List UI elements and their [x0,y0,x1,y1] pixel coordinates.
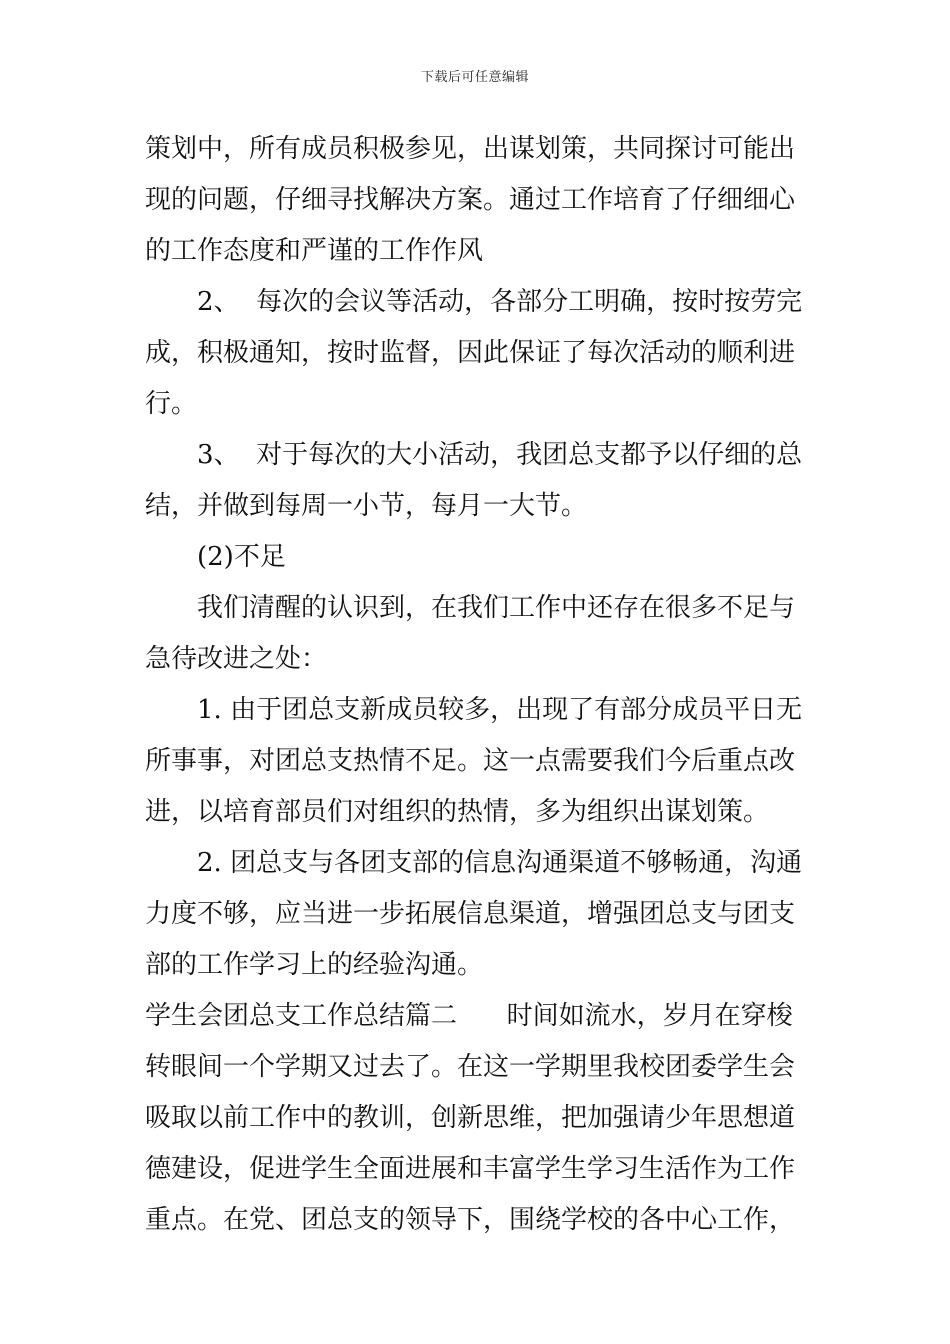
text-line: 部的工作学习上的经验沟通。 [145,950,484,980]
text-line: 转眼间一个学期又过去了。在这一学期里我校团委学生会 [145,1052,796,1082]
text-line: (2)不足 [197,542,286,572]
text-line: 行。 [145,389,198,419]
text-line: 的工作态度和严谨的工作作风 [145,236,484,266]
text-line: 3、 对于每次的大小活动，我团总支都予以仔细的总 [197,440,803,470]
text-line: 所事事，对团总支热情不足。这一点需要我们今后重点改 [145,746,796,776]
text-line: 策划中，所有成员积极参见，出谋划策，共同探讨可能出 [145,134,796,164]
text-line: 进，以培育部员们对组织的热情，多为组织出谋划策。 [145,797,770,827]
document-body [145,124,810,1246]
text-line: 现的问题，仔细寻找解决方案。通过工作培育了仔细细心 [145,185,796,215]
text-line: 德建设，促进学生全面进展和丰富学生学习生活作为工作 [145,1154,796,1184]
page-header: 下载后可任意编辑 [420,70,529,85]
text-line: 急待改进之处： [145,644,328,674]
text-line: 力度不够，应当进一步拓展信息渠道，增强团总支与团支 [145,899,796,929]
text-line: 成，积极通知，按时监督，因此保证了每次活动的顺利进 [145,338,796,368]
text-line: 2. 团总支与各团支部的信息沟通渠道不够畅通，沟通 [197,848,803,878]
text-line: 结，并做到每周一小节，每月一大节。 [145,491,588,521]
text-line: 吸取以前工作中的教训，创新思维，把加强请少年思想道 [145,1103,796,1133]
text-line: 2、 每次的会议等活动，各部分工明确，按时按劳完 [197,287,803,317]
text-line: 1. 由于团总支新成员较多，出现了有部分成员平日无 [197,695,803,725]
text-line: 学生会团总支工作总结篇二 时间如流水，岁月在穿梭 [145,1001,793,1031]
text-line: 我们清醒的认识到，在我们工作中还存在很多不足与 [197,593,796,623]
text-line: 重点。在党、团总支的领导下，围绕学校的各中心工作， [145,1205,796,1235]
